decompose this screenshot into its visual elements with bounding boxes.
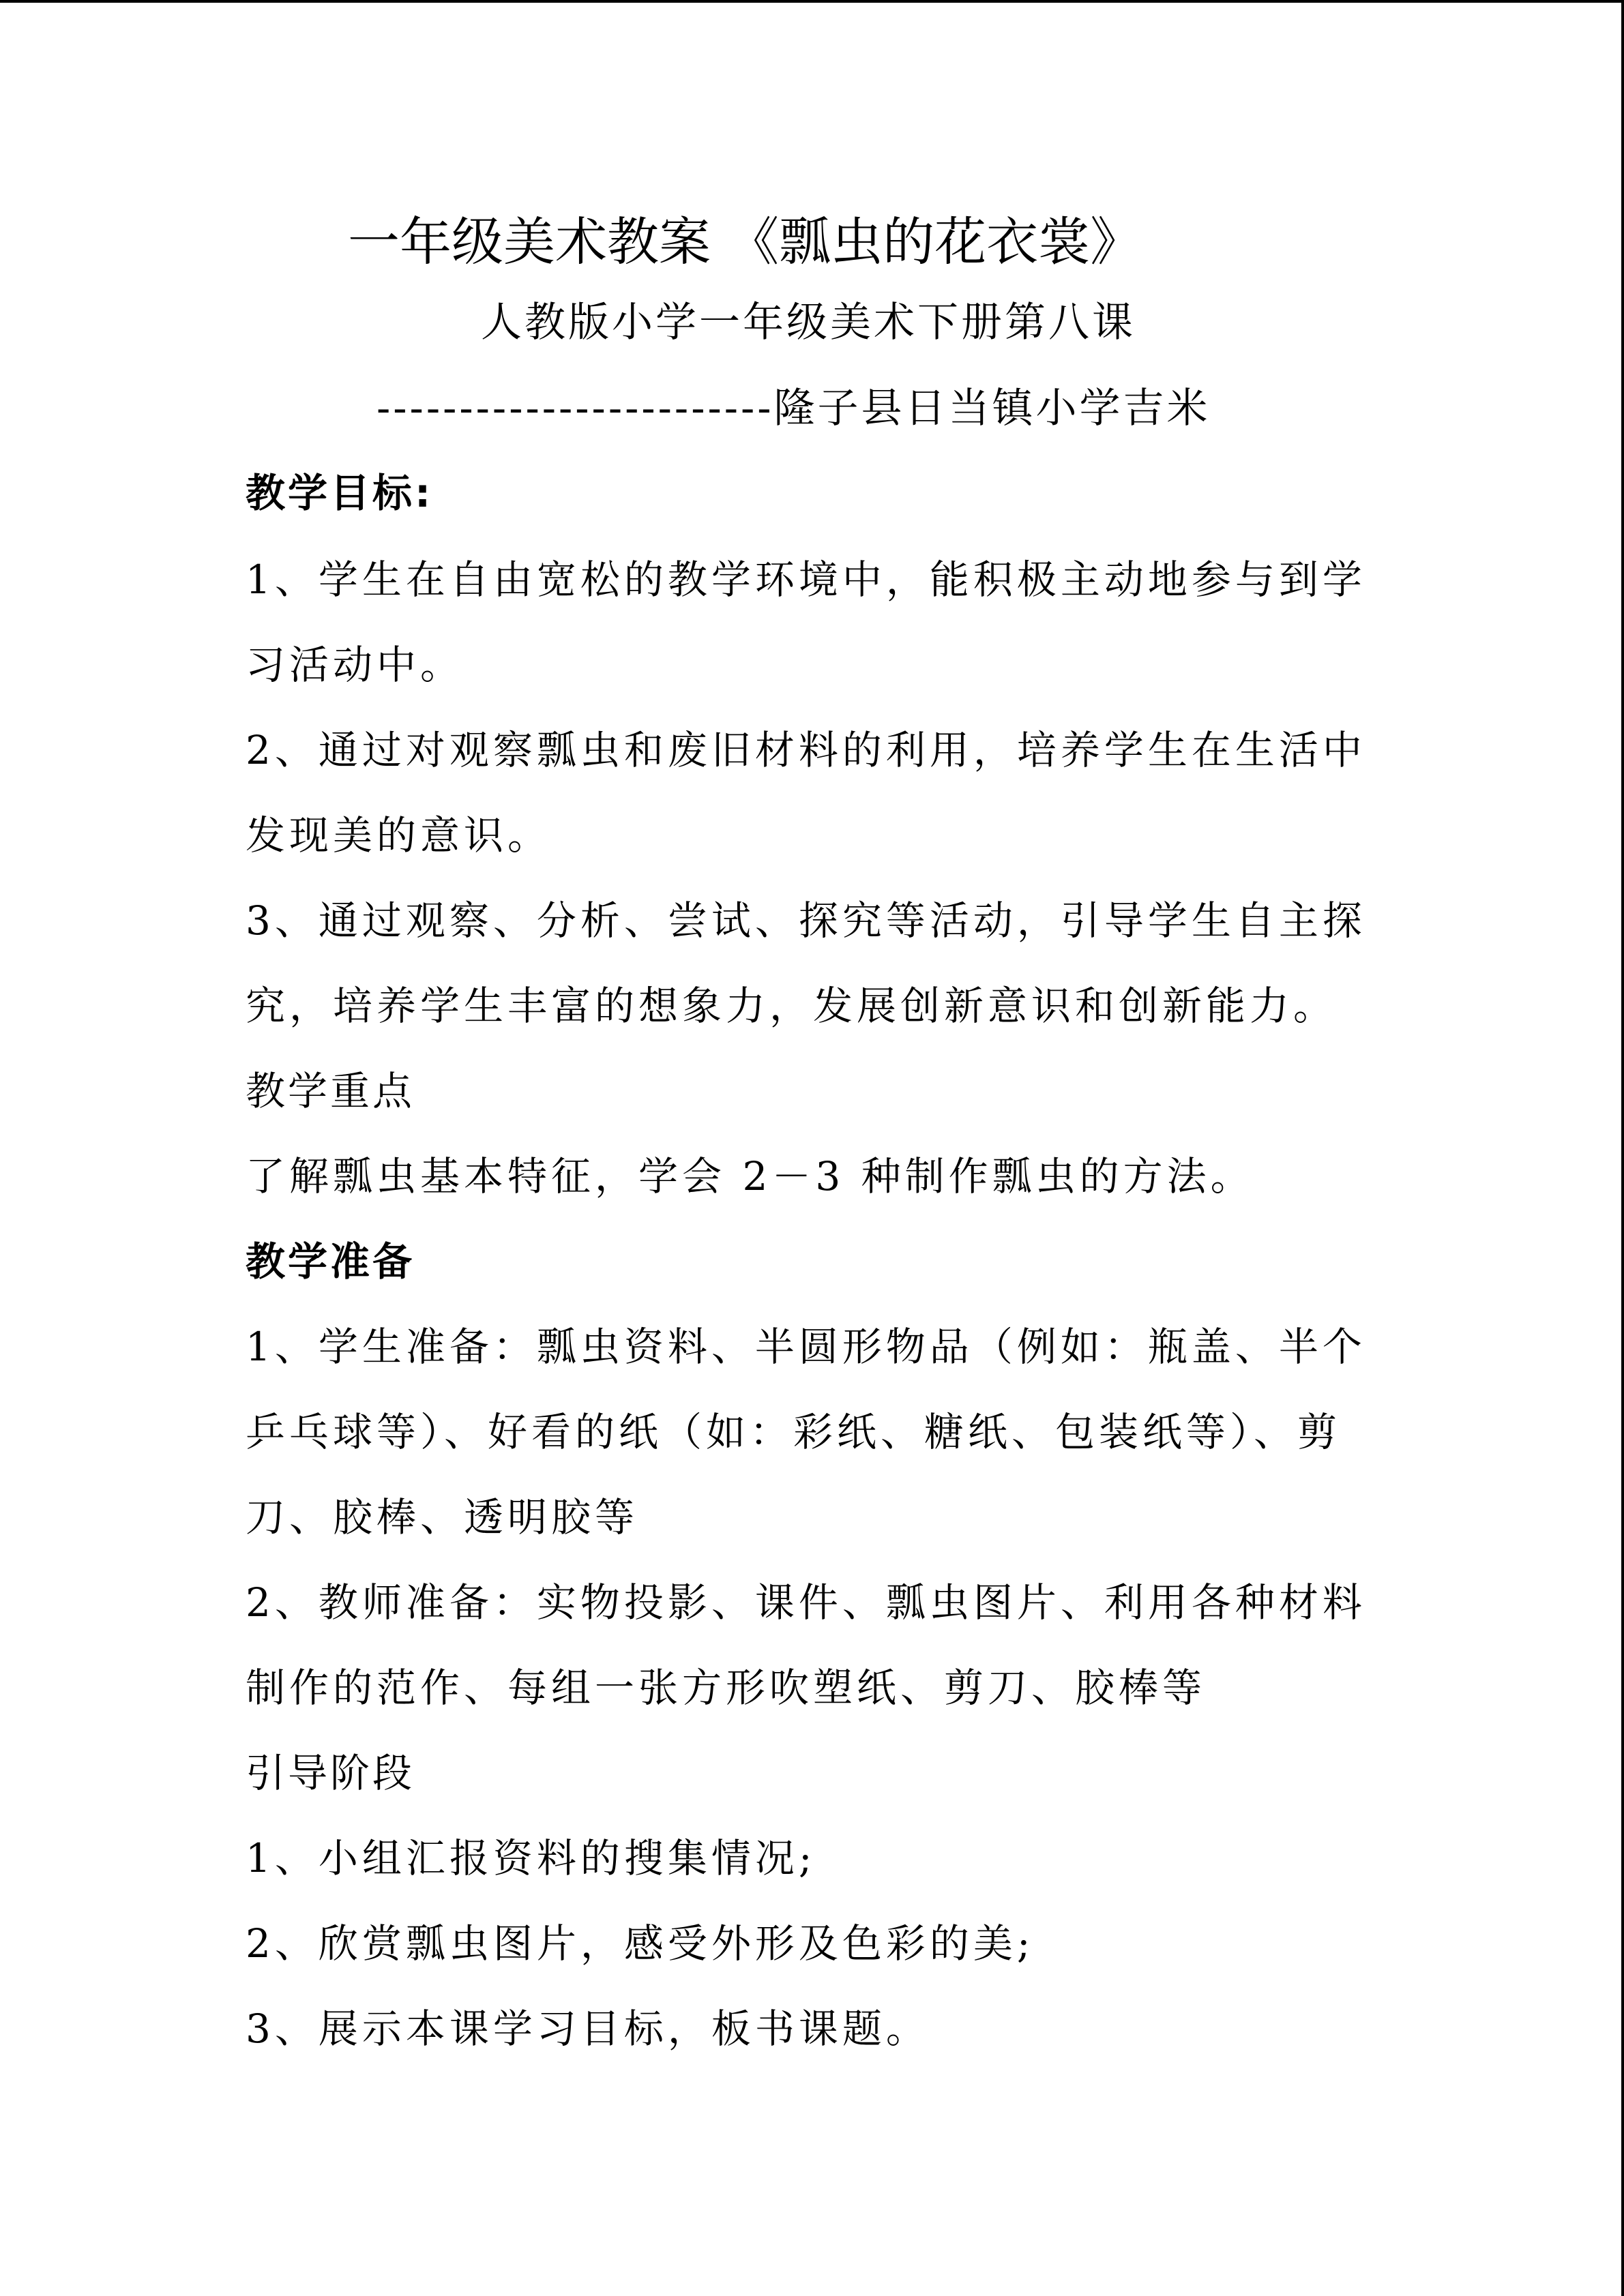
intro-item-2: 2、欣赏瓢虫图片，感受外形及色彩的美;: [246, 1920, 1035, 1967]
goals-item-3-line-2: 究，培养学生丰富的想象力，发展创新意识和创新能力。: [246, 983, 1338, 1029]
focus-text: 了解瓢虫基本特征，学会 2－3 种制作瓢虫的方法。: [246, 1153, 1254, 1199]
document-subtitle: 人教版小学一年级美术下册第八课: [481, 299, 1136, 346]
document-author: ------------------------隆子县日当镇小学吉米: [377, 385, 1211, 432]
intro-item-1: 1、小组汇报资料的搜集情况;: [246, 1835, 816, 1881]
prep-item-1-line-2: 乒乓球等）、好看的纸（如：彩纸、糖纸、包装纸等）、剪: [246, 1409, 1342, 1455]
intro-item-3: 3、展示本课学习目标，板书课题。: [246, 2006, 930, 2052]
intro-heading: 引导阶段: [246, 1750, 415, 1796]
document-page: [246, 0, 1364, 2296]
goals-item-1-line-1: 1、学生在自由宽松的教学环境中，能积极主动地参与到学: [246, 556, 1366, 603]
page-border-right: [1621, 0, 1624, 2296]
prep-heading: 教学准备: [246, 1238, 415, 1285]
document-title: 一年级美术教案 《瓢虫的花衣裳》: [348, 211, 1142, 272]
goals-item-2-line-1: 2、通过对观察瓢虫和废旧材料的利用，培养学生在生活中: [246, 727, 1366, 773]
goals-item-3-line-1: 3、通过观察、分析、尝试、探究等活动，引导学生自主探: [246, 897, 1366, 944]
prep-item-1-line-1: 1、学生准备：瓢虫资料、半圆形物品（例如：瓶盖、半个: [246, 1324, 1366, 1370]
goals-item-1-line-2: 习活动中。: [246, 642, 464, 688]
goals-heading: 教学目标:: [246, 470, 434, 516]
goals-item-2-line-2: 发现美的意识。: [246, 812, 552, 859]
prep-item-2-line-1: 2、教师准备：实物投影、课件、瓢虫图片、利用各种材料: [246, 1579, 1366, 1626]
focus-heading: 教学重点: [246, 1068, 415, 1114]
prep-item-1-line-3: 刀、胶棒、透明胶等: [246, 1494, 639, 1540]
prep-item-2-line-2: 制作的范作、每组一张方形吹塑纸、剪刀、胶棒等: [246, 1665, 1207, 1711]
